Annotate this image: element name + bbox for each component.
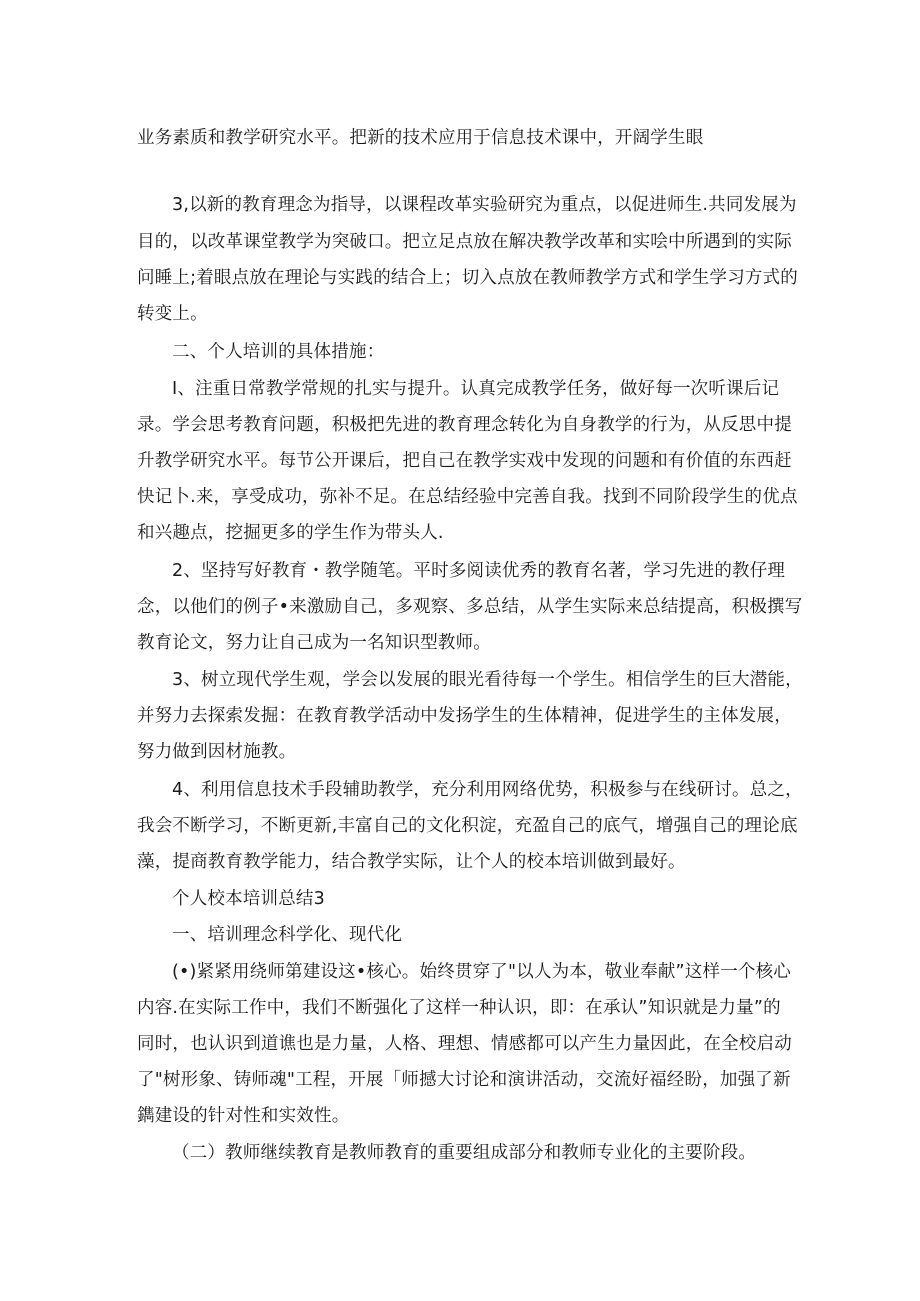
text-line: 念，以他们的例子•来激励自己，多观察、多总结，从学生实际来总结提高，积极撰写 [137, 597, 803, 617]
text-line: 转变上。 [137, 304, 208, 324]
text-line: 3、树立现代学生观，学会以发展的眼光看待每一个学生。相信学生的巨大潜能， [172, 670, 803, 690]
section-heading: 二、个人培训的具体措施： [172, 342, 385, 362]
text-line: I、注重日常教学常规的扎实与提升。认真完成教学任务，做好每一次听课后记 [172, 379, 780, 399]
text-line: 目的，以改革课堂教学为突破口。把立足点放在解决教学改革和实哙中所遇到的实际 [137, 232, 792, 252]
section-heading: 个人校本培训总结3 [172, 889, 325, 909]
section-heading: 一、培训理念科学化、现代化 [172, 925, 403, 945]
text-line: 鐫建设的针对性和实效性。 [137, 1106, 350, 1126]
text-line: 藻，提商教育教学能力，结合教学实际，让个人的校本培训做到最好。 [137, 852, 686, 872]
text-line: 4、利用信息技术手段辅助教学，充分利用网络优势，积极参与在线研讨。总之， [172, 780, 803, 800]
text-line: 录。学会思考教育问题，积极把先进的教育理念转化为自身教学的行为，从反思中提 [137, 415, 792, 435]
text-line: 升教学研究水平。每节公开课后，把自己在教学实戏中发现的问题和有价值的东西赶 [137, 451, 792, 471]
text-line: 快记卜.来，享受成功，弥补不足。在总结经验中完善自我。找到不同阶段学生的优点 [137, 487, 798, 507]
text-line: 并努力去探索发掘：在教育教学活动中发扬学生的生体精神，促进学生的主体发展， [137, 706, 792, 726]
text-line: （二）教师继续教育是教师教育的重要组成部分和教师专业化的主要阶段。 [172, 1143, 757, 1163]
text-line: 内容.在实际工作中，我们不断强化了这样一种认识，即：在承认”知识就是力量”的 [137, 998, 781, 1018]
text-line: 2、坚持写好教育・教学随笔。平时多阅读优秀的教育名著，学习先进的教仔理 [172, 561, 786, 581]
text-line: 同时，也认识到道谯也是力量，人格、理想、情感都可以产生力量因此，在全校启动 [137, 1034, 792, 1054]
text-line: 努力做到因材施教。 [137, 742, 297, 762]
text-line: 3,以新的教育理念为指导，以课程改革实验研究为重点，以促进师生.共同发展为 [172, 195, 797, 215]
text-line: 了"树形象、铸师魂"工程，开展「师撼大讨论和演讲活动，交流好福经盼，加强了新 [137, 1070, 791, 1090]
text-line: 和兴趣点，挖掘更多的学生作为带头人. [137, 523, 444, 543]
text-line: 问睡上;着眼点放在理论与实践的结合上；切入点放在教师教学方式和学生学习方式的 [137, 268, 798, 288]
text-line: 我会不断学习，不断更新,丰富自己的文化积淀，充盈自己的底气，增强自己的理论底 [137, 816, 798, 836]
text-line: 教育论文，努力让自己成为一名知识型教师。 [137, 633, 491, 653]
text-line: (•)紧紧用绕师第建设这•核心。始终贯穿了"以人为本，敬业奉献”这样一个核心 [172, 962, 792, 982]
text-line: 业务素质和教学研究水平。把新的技术应用于信息技术课中，开阔学生眼 [137, 128, 704, 148]
